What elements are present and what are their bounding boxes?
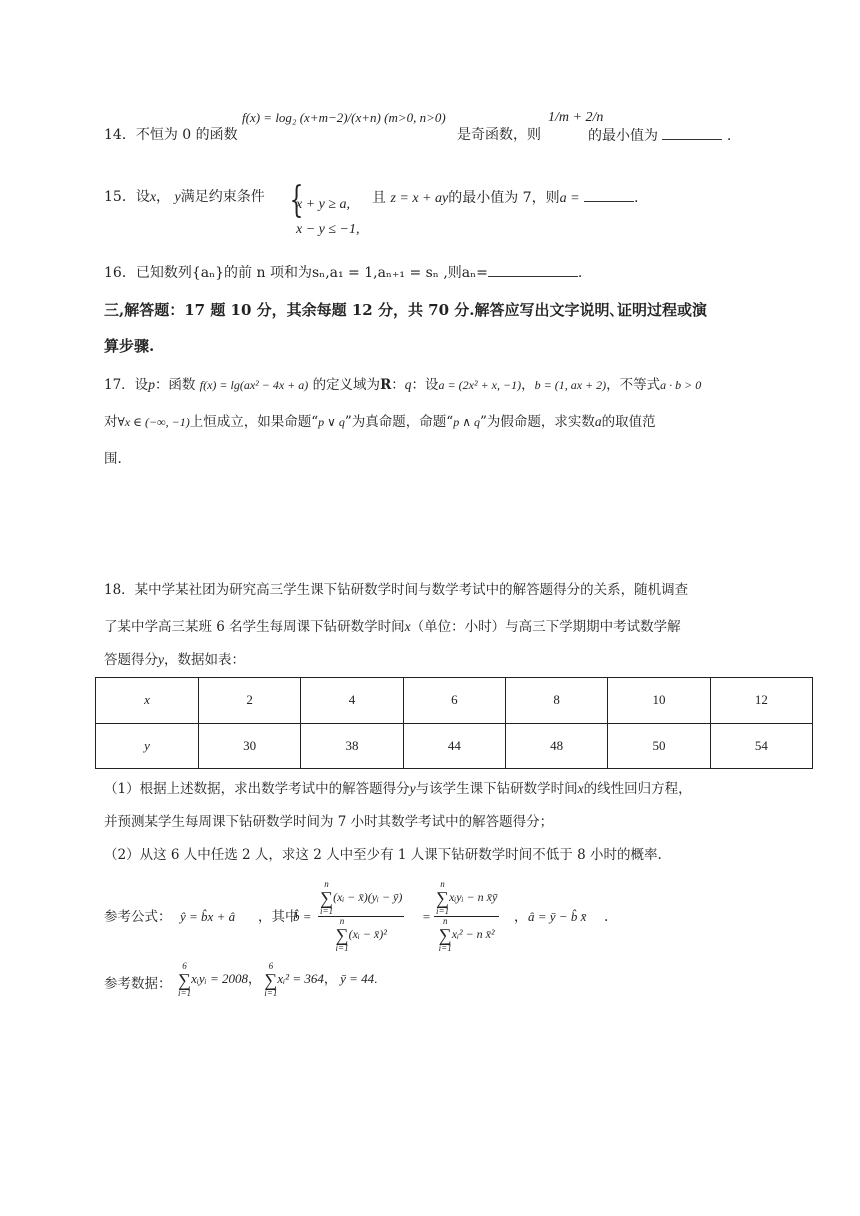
fraction-1 — [318, 880, 404, 953]
table-cell: 44 — [403, 723, 505, 769]
q17-function: f(x) = lg(ax² − 4x + a) — [199, 378, 309, 392]
q15-condition-label: 满足约束条件 — [180, 189, 265, 205]
section-3-heading-line2: 算步骤. — [104, 337, 155, 355]
ref-formula-label: 参考公式： — [104, 909, 172, 925]
q17-text-2a: 对 — [104, 414, 118, 430]
ref-data-1: xᵢyᵢ = 2008 — [191, 970, 249, 986]
table-header-y: y — [96, 723, 199, 769]
q17-number: 17．设 — [104, 377, 149, 393]
q18-part1-line1 — [104, 779, 692, 799]
section-3-heading-line1: 三,解答题：17 题 10 分，其余每题 12 分，共 70 分.解答应写出文字说明､证明过程或演 — [104, 301, 707, 319]
q18-p1-y: y — [409, 781, 416, 796]
q18-text-2b: （单位：小时）与高三下学期期中考试数学解 — [410, 619, 681, 635]
q18-p1-b: 与该学生课下钻研数学时间 — [415, 781, 578, 797]
table-row-x — [96, 678, 813, 724]
ref-bhat-eq: b̂ = — [293, 909, 312, 924]
q15-mid2: 的最小值为 7，则 — [448, 190, 560, 206]
q18-text-2a: 了某中学高三某班 6 名学生每周课下钻研数学时间 — [104, 619, 405, 635]
fraction-2-numerator — [434, 880, 499, 917]
q14-line — [104, 125, 238, 145]
ref-sep: ， — [514, 909, 528, 925]
q14-mid — [457, 125, 541, 145]
q15-objective-formula: z = x + ay — [390, 191, 449, 206]
q15-number: 15．设 — [104, 189, 150, 205]
q18-text-3a: 答题得分 — [104, 652, 158, 668]
q18-p1-a: （1）根据上述数据，求出数学考试中的解答题得分 — [104, 781, 410, 797]
q17-q: q — [404, 377, 412, 392]
table-cell: 2 — [199, 678, 301, 724]
q17-text-b: ：函数 — [154, 377, 196, 393]
sum-sign: 6 ∑ i=1 — [178, 961, 192, 998]
fraction-2-denominator — [434, 917, 499, 953]
ref-dot: . — [604, 909, 609, 925]
table-cell: 48 — [505, 723, 607, 769]
q14-number: 14．不恒为 0 的函数 — [104, 127, 238, 143]
q17-line1 — [104, 375, 701, 395]
q18-part1-line2: 并预测某学生每周课下钻研数学时间为 7 小时其数学考试中的解答题得分； — [104, 814, 554, 830]
q17-vector-b: b = (1, ax + 2) — [534, 378, 607, 392]
q15-constraint-2: x − y ≤ −1, — [296, 222, 360, 237]
q15-line — [104, 187, 265, 208]
q16-line — [104, 262, 582, 283]
table-cell: 4 — [301, 678, 403, 724]
ref-fraction-1 — [316, 880, 406, 953]
brace-icon: { — [289, 180, 304, 221]
ref-regression-eq: ŷ = b̂x + â — [180, 909, 236, 924]
table-cell: 30 — [199, 723, 301, 769]
q15-objective — [372, 187, 638, 209]
q17-text-2d: ”为假命题，求实数 — [480, 414, 595, 430]
q17-text-e: ：设 — [411, 377, 439, 393]
fraction-1-denominator — [318, 917, 404, 953]
table-cell: 38 — [301, 723, 403, 769]
fraction-1-den-text: (xᵢ − x̄)² — [348, 926, 387, 941]
q17-line3: 围. — [104, 451, 122, 467]
q18-var-y: y — [158, 652, 164, 667]
ref-data-3: ȳ = 44 — [340, 970, 375, 986]
q18-var-x: x — [404, 619, 411, 634]
q14-tail — [588, 125, 731, 146]
q18-text-3b: ，数据如表： — [164, 652, 245, 668]
q17-text-f: ， — [521, 377, 535, 393]
q16-answer-blank[interactable] — [488, 262, 578, 277]
ref-data-2: xᵢ² = 364 — [277, 970, 324, 986]
q17-text-c: 的定义域为 — [312, 377, 381, 393]
ref-ahat-eq: â = ȳ − b̂ x̄ — [528, 909, 587, 924]
table-row-y — [96, 723, 813, 769]
q18-line1: 18．某中学某社团为研究高三学生课下钻研数学时间与数学考试中的解答题得分的关系，随机调查 — [104, 582, 689, 598]
sum-sign: n ∑ i=1 — [335, 916, 349, 953]
q14-end: . — [726, 128, 732, 144]
ref-mid: ，其中 — [258, 909, 299, 925]
table-cell: 54 — [710, 723, 812, 769]
q16-text: 16．已知数列{aₙ}的前 n 项和为sₙ,a₁ = 1,aₙ₊₁ = sₙ ,则aₙ= — [104, 265, 488, 281]
q17-text-2c: ”为真命题，命题“ — [344, 414, 454, 430]
q17-text-2b: 上恒成立，如果命题“ — [189, 414, 319, 430]
q14-answer-blank[interactable] — [662, 125, 722, 140]
q17-p-and-q: p ∧ q — [453, 415, 481, 429]
q14-function-formula: f(x) = log₂ (x+m−2)/(x+n) (m>0, n>0) — [242, 110, 446, 125]
q15-constraint-1: x + y ≥ a, — [296, 197, 351, 212]
sum-sign: n ∑ i=1 — [436, 879, 450, 916]
ref-fraction-2 — [432, 880, 501, 953]
q15-mid: 且 — [372, 190, 386, 206]
q18-part2: （2）从这 6 人中任选 2 人，求这 2 人中至少有 1 人课下钻研数学时间不低于 8 小时的概率. — [104, 847, 662, 863]
q14-formula — [242, 108, 446, 129]
fraction-2-den-text: xᵢ² − n x̄² — [451, 926, 495, 941]
q17-text-2e: 的取值范 — [601, 414, 656, 430]
table-header-x: x — [96, 678, 199, 724]
q17-inequality: a · b > 0 — [660, 378, 702, 392]
fraction-2-num-text: xᵢyᵢ − n x̄ȳ — [449, 889, 498, 904]
q17-forall: ∀x ∈ (−∞, −1) — [117, 415, 190, 429]
fraction-1-num-text: (xᵢ − x̄)(yᵢ − ȳ) — [333, 889, 403, 904]
data-table — [95, 677, 813, 769]
q17-line2 — [104, 412, 656, 432]
q17-p-or-q: p ∨ q — [318, 415, 345, 429]
table-cell: 10 — [608, 678, 710, 724]
fraction-2 — [434, 880, 499, 953]
table-cell: 8 — [505, 678, 607, 724]
q17-R: R — [380, 377, 392, 393]
q15-end: . — [634, 190, 639, 206]
q15-a-eq: a = — [559, 191, 580, 206]
q17-a: a — [594, 414, 602, 429]
ref-data-label: 参考数据： — [104, 976, 172, 992]
q17-p: p — [148, 377, 155, 392]
sum-sign: n ∑ i=1 — [438, 916, 452, 953]
q18-p1-x: x — [577, 781, 584, 796]
q18-line2 — [104, 617, 681, 637]
ref-eq: = — [422, 909, 431, 924]
q14-mid-text: 是奇函数，则 — [457, 127, 541, 143]
ref-data-sep-2: ， — [323, 970, 337, 986]
sum-sign: 6 ∑ i=1 — [264, 961, 278, 998]
q14-tail-text: 的最小值为 — [588, 128, 658, 144]
q15-var-y: y — [174, 190, 181, 205]
q15-answer-blank[interactable] — [584, 187, 634, 202]
sum-sign: n ∑ i=1 — [320, 879, 334, 916]
q17-vector-a: a = (2x² + x, −1) — [438, 378, 522, 392]
table-cell: 50 — [608, 723, 710, 769]
q14-expression: 1/m + 2/n — [548, 110, 604, 125]
ref-data-sep-1: ， — [248, 970, 262, 986]
fraction-1-numerator — [318, 880, 404, 917]
table-cell: 6 — [403, 678, 505, 724]
q16-end: . — [577, 265, 583, 281]
q15-comma: ， — [156, 189, 171, 205]
ref-data-values — [178, 962, 377, 998]
q18-line3 — [104, 650, 245, 670]
ref-data-end: . — [374, 970, 378, 986]
q18-p1-c: 的线性回归方程， — [583, 781, 692, 797]
q17-text-g: ，不等式 — [606, 377, 661, 393]
table-cell: 12 — [710, 678, 812, 724]
q17-text-d: ： — [391, 377, 405, 393]
q15-var-x: x — [149, 190, 157, 205]
